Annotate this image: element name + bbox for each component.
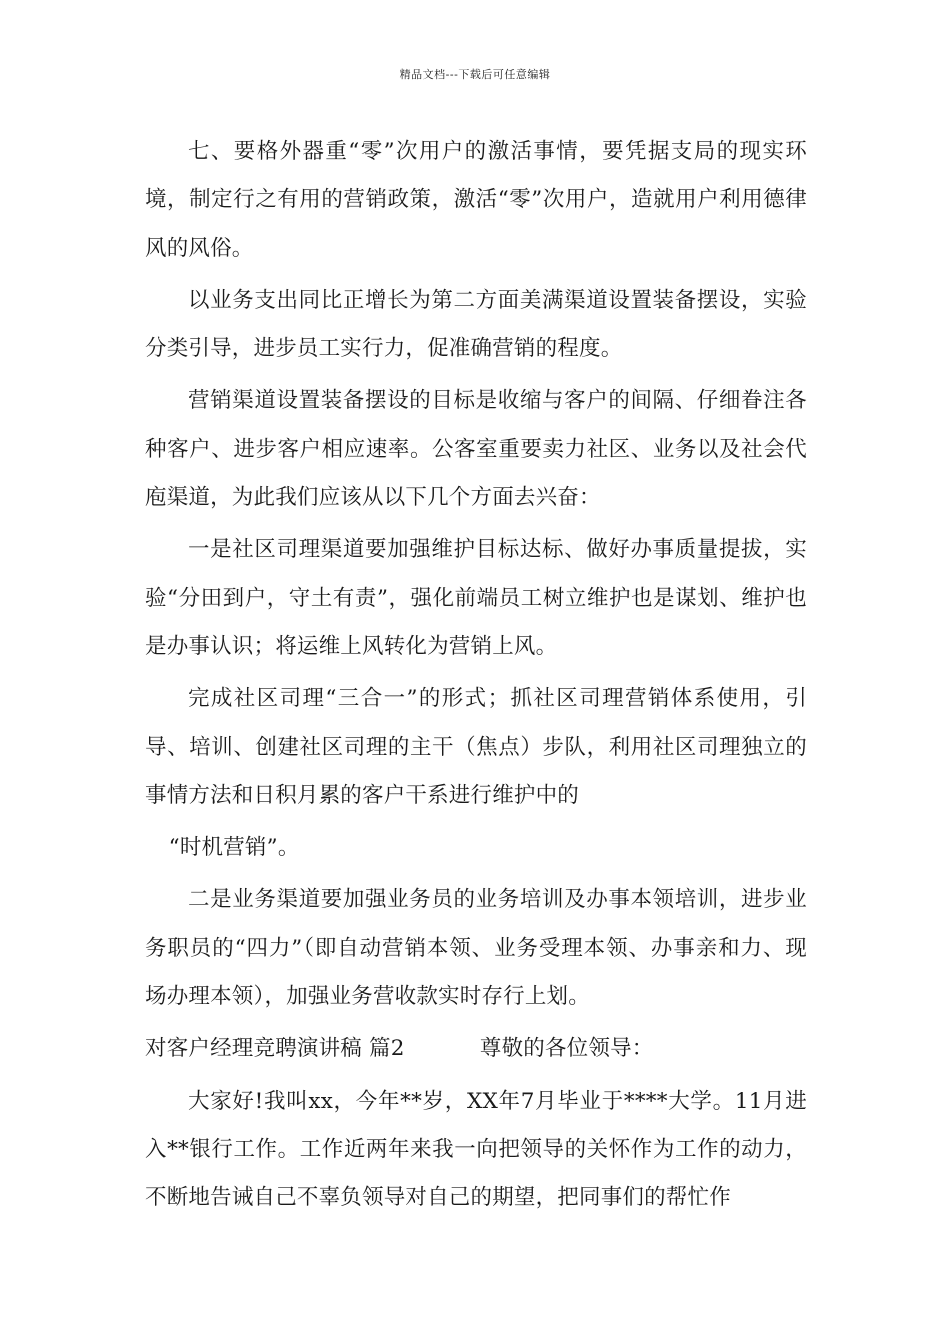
paragraph-timing-marketing: “时机营销”。 — [168, 835, 300, 861]
paragraph-business-channel: 二是业务渠道要加强业务员的业务培训及办事本领培训，进步业务职员的“四力”（即自动营销本领、业务受理本领、办事亲和力、现场办理本领），加强业务营收款实时存行上划。 — [145, 887, 807, 1010]
paragraph-channel-goals: 营销渠道设置装备摆设的目标是收缩与客户的间隔、仔细眷注各种客户、进步客户相应速率。公客室重要卖力社区、业务以及社会代庖渠道，为此我们应该从以下几个方面去兴奋： — [145, 388, 807, 511]
paragraph-community-manager: 完成社区司理“三合一”的形式；抓社区司理营销体系使用，引导、培训、创建社区司理的主干（焦点）步队，利用社区司理独立的事情方法和日积月累的客户干系进行维护中的 — [145, 686, 807, 808]
paragraph-activation: 七、要格外器重“零”次用户的激活事情，要凭据支局的现实环境，制定行之有用的营销政策，激活“零”次用户，造就用户利用德律风的风俗。 — [145, 139, 807, 261]
document-body — [145, 128, 807, 1227]
page-header: 精品文档---下载后可任意编辑 — [399, 68, 551, 81]
section-greeting: 尊敬的各位领导： — [479, 1036, 654, 1062]
section-heading — [145, 1025, 807, 1073]
paragraph-self-introduction: 大家好!我叫xx，今年**岁，XX年7月毕业于****大学。11月进入**银行工作。工作近两年来我一向把领导的关怀作为工作的动力，不断地告诫自己不辜负领导对自己的期望，把同事们的帮忙作 — [145, 1088, 807, 1211]
paragraph-channel-building: 以业务支出同比正增长为第二方面美满渠道设置装备摆设，实验分类引导，进步员工实行力，促准确营销的程度。 — [145, 287, 807, 362]
section-title: 对客户经理竞聘演讲稿 篇2 — [145, 1036, 405, 1062]
paragraph-community-channel: 一是社区司理渠道要加强维护目标达标、做好办事质量提拔，实验“分田到户，守土有责”，强化前端员工树立维护也是谋划、维护也是办事认识；将运维上风转化为营销上风。 — [145, 537, 807, 659]
